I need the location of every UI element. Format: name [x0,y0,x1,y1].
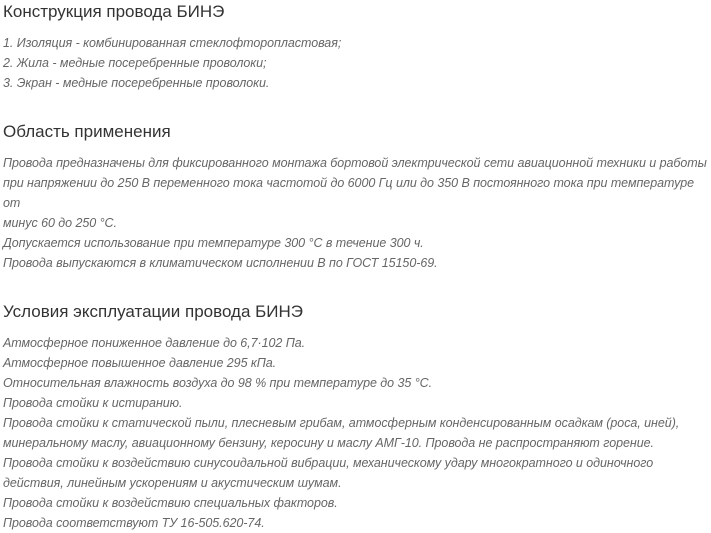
construction-list [3,33,709,93]
text-line: Провода предназначены для фиксированного монтажа бортовой электрической сети авиационной техники и работы [3,156,707,170]
text-line: Провода соответствуют ТУ 16-505.620-74. [3,516,265,530]
text-line: Провода стойки к истиранию. [3,396,183,410]
section-title-application: Область применения [3,122,171,141]
section-operating-conditions [3,302,709,533]
text-line: действия, линейным ускорениям и акустическим шумам. [3,476,342,490]
text-line: Провода выпускаются в климатическом исполнении В по ГОСТ 15150-69. [3,256,438,270]
application-text [3,153,709,273]
text-line: при напряжении до 250 В переменного тока частотой до 6000 Гц или до 350 В постоянного тока при температуре от [3,176,695,210]
section-application [3,122,709,273]
text-line: Допускается использование при температуре 300 °С в течение 300 ч. [3,236,424,250]
section-construction [3,0,709,93]
text-line: Атмосферное пониженное давление до 6,7·102 Па. [3,336,306,350]
text-line: минеральному маслу, авиационному бензину, керосину и маслу АМГ-10. Провода не распространяют горение. [3,436,654,450]
text-line: Атмосферное повышенное давление 295 кПа. [3,356,277,370]
text-line: Провода стойки к статической пыли, плесневым грибам, атмосферным конденсированным осадкам (роса, иней), [3,416,680,430]
section-title-operating-conditions: Условия эксплуатации провода БИНЭ [3,302,304,321]
list-item: 2. Жила - медные посеребренные проволоки; [3,56,267,70]
operating-conditions-text [3,333,709,533]
section-title-construction: Конструкция провода БИНЭ [3,2,225,21]
text-line: Относительная влажность воздуха до 98 % при температуре до 35 °С. [3,376,433,390]
list-item: 1. Изоляция - комбинированная стеклофторопластовая; [3,36,342,50]
document-page [3,0,709,533]
text-line: Провода стойки к воздействию синусоидальной вибрации, механическому удару многократного и одиночного [3,456,654,470]
text-line: Провода стойки к воздействию специальных факторов. [3,496,338,510]
list-item: 3. Экран - медные посеребренные проволоки. [3,76,270,90]
text-line: минус 60 до 250 °С. [3,216,117,230]
